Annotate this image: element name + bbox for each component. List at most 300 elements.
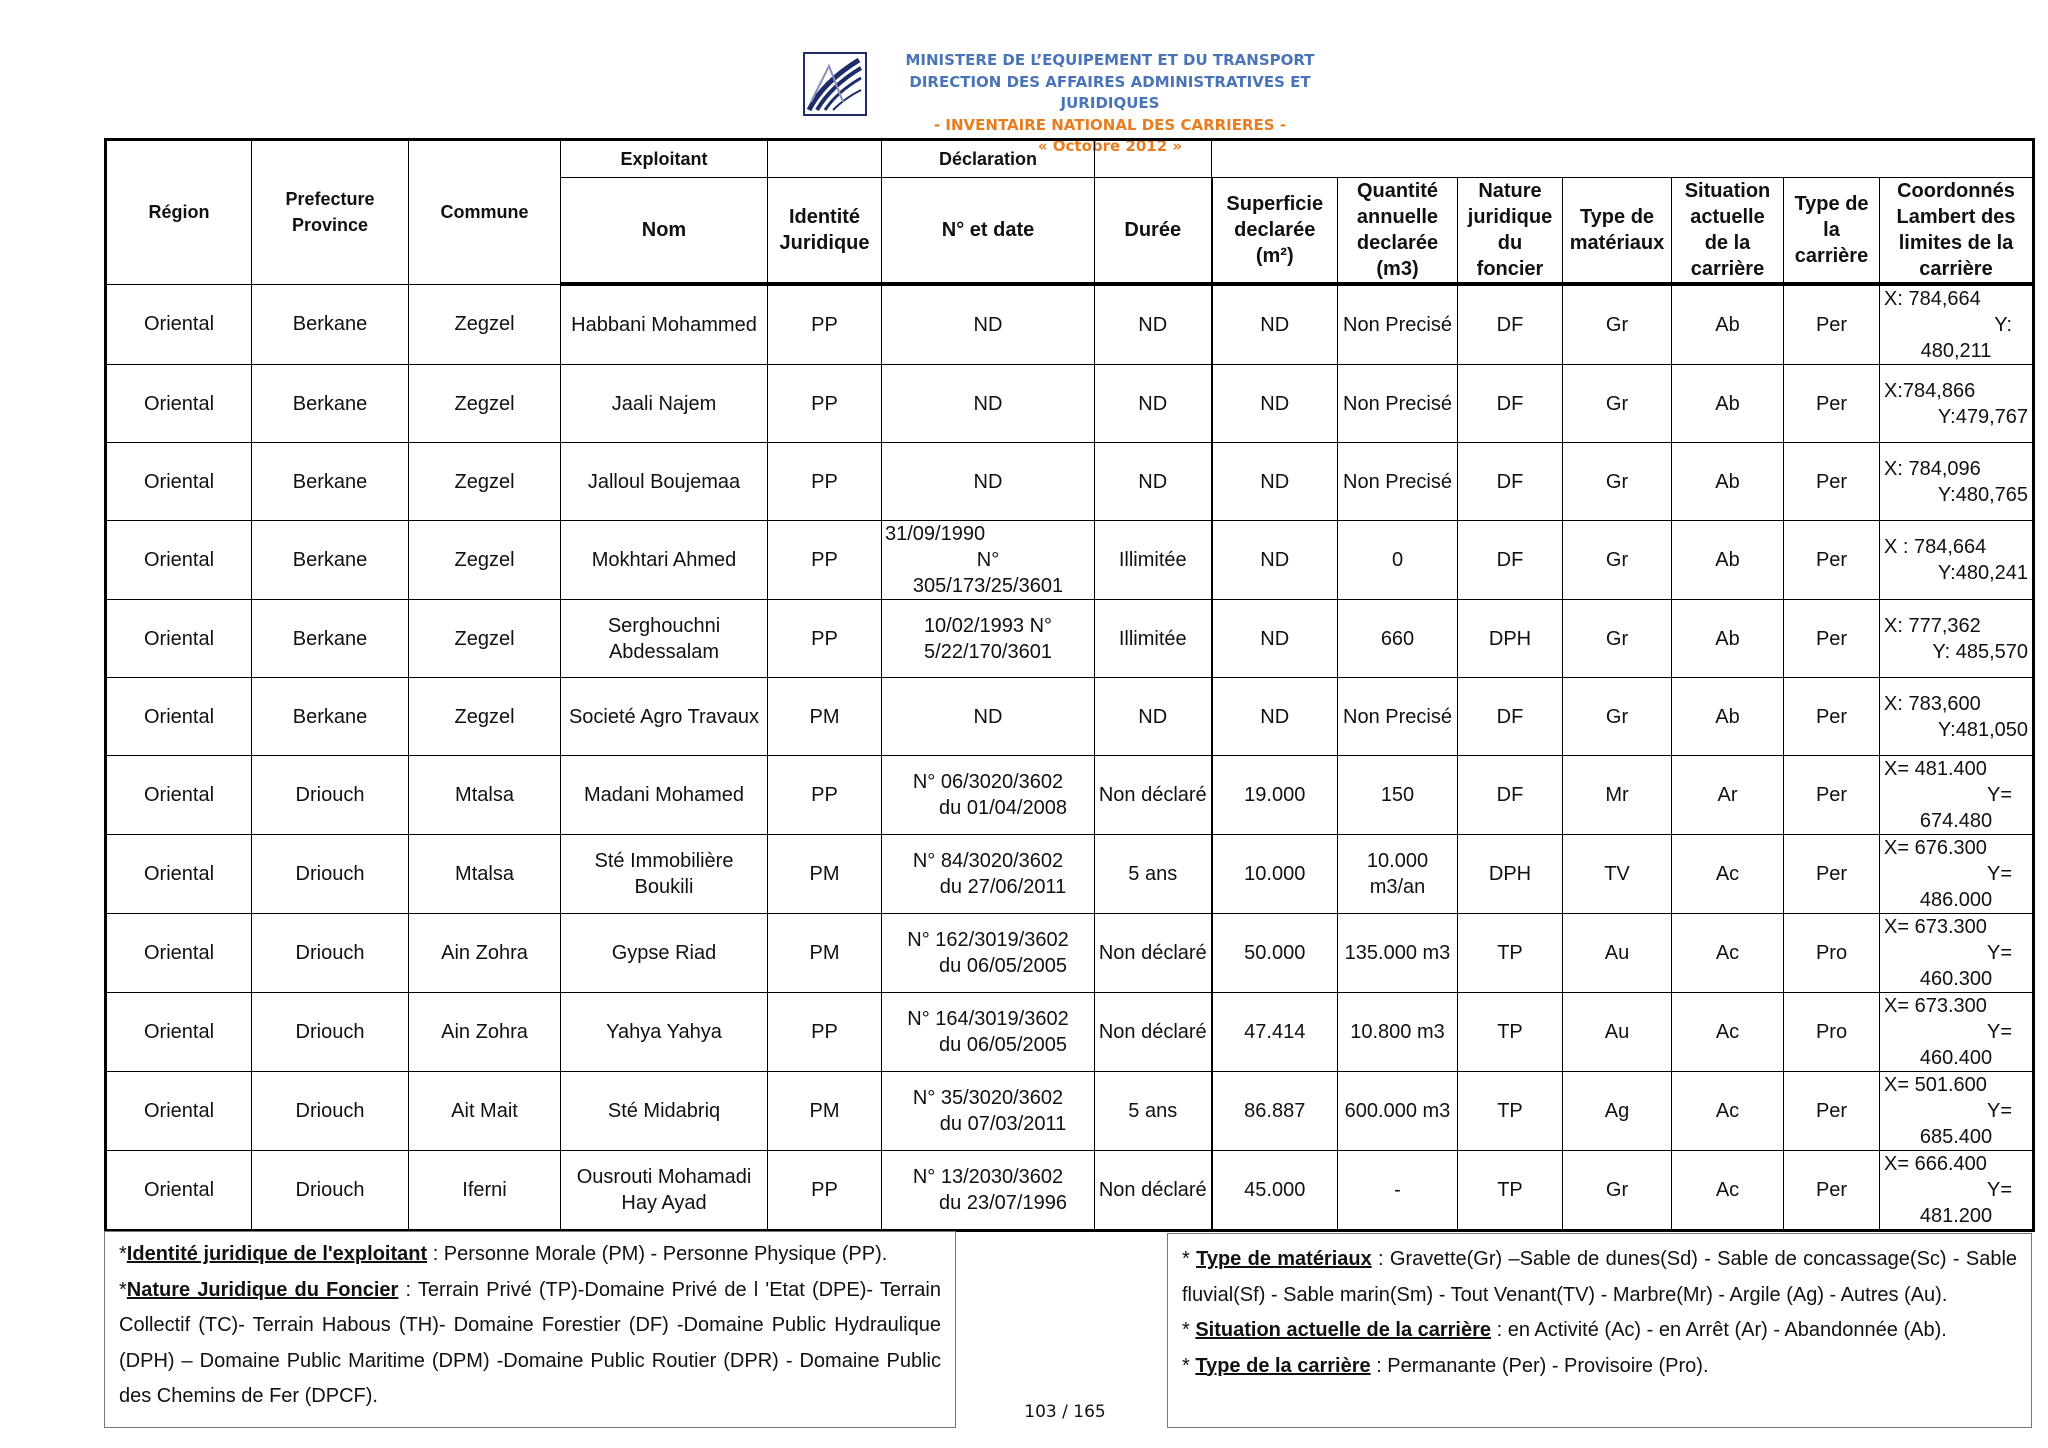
col-header-quantite [1338,178,1458,285]
coordinate-line: X= 673.300 [1884,916,1987,938]
cell-type-carriere: Per [1784,284,1880,365]
col-header-superficie [1212,178,1338,285]
declaration-line: N° 35/3020/3602 [912,1087,1064,1109]
cell-type-carriere: Per [1784,521,1880,600]
cell-commune: Ait Mait [409,1072,561,1151]
inventory-date: « Octobre 2012 » [1037,137,1183,155]
cell-superficie: 10.000 [1212,835,1338,914]
coordinate-line: X= 666.400 [1884,1153,1987,1175]
cell-situation: Ac [1672,835,1784,914]
cell-nom: Ousrouti Mohamadi Hay Ayad [561,1151,768,1231]
coordinate-line: X: 784,664 [1884,288,1981,310]
cell-nom: Madani Mohamed [561,756,768,835]
page-number: 103 / 165 [1024,1402,1106,1422]
declaration-line: 305/173/25/3601 [912,575,1064,597]
cell-declaration [882,1151,1095,1231]
col-header-commune: Commune [409,140,561,285]
col-header-type-carr-l2: la [1823,219,1840,241]
coordinate-line: Y= [1986,942,2013,964]
declaration-line: ND [973,314,1003,336]
cell-type-materiaux: Ag [1563,1072,1672,1151]
cell-nom: Jalloul Boujemaa [561,443,768,521]
legend-bullet: * [1182,1248,1197,1270]
cell-commune: Zegzel [409,284,561,365]
cell-coordonnees [1880,521,2034,600]
col-header-duree: Durée [1095,178,1212,285]
cell-prefecture: Driouch [252,914,409,993]
group-header-empty-1 [768,140,882,178]
legend-nature-title: Nature Juridique du Foncier [126,1278,399,1301]
cell-superficie: 19.000 [1212,756,1338,835]
cell-quantite: 135.000 m3 [1338,914,1458,993]
cell-commune: Zegzel [409,443,561,521]
cell-type-materiaux: Gr [1563,600,1672,678]
cell-duree: 5 ans [1095,1072,1212,1151]
ministry-logo-icon [803,52,867,116]
table-row [106,365,2034,443]
cell-declaration [882,678,1095,756]
cell-type-carriere: Per [1784,600,1880,678]
cell-nom: Habbani Mohammed [561,284,768,365]
col-header-prefecture [252,140,409,285]
cell-prefecture: Driouch [252,1151,409,1231]
cell-commune: Ain Zohra [409,993,561,1072]
cell-duree: Non déclaré [1095,1151,1212,1231]
cell-nom: Yahya Yahya [561,993,768,1072]
inventory-title: - INVENTAIRE NATIONAL DES CARRIERES - [933,115,1287,134]
cell-region: Oriental [106,1072,252,1151]
cell-type-materiaux: TV [1563,835,1672,914]
cell-duree: Non déclaré [1095,756,1212,835]
cell-nature: DF [1458,365,1563,443]
declaration-line: 5/22/170/3601 [924,640,1052,663]
cell-superficie: 50.000 [1212,914,1338,993]
declaration-line: du 06/05/2005 [939,1034,1067,1056]
cell-region: Oriental [106,756,252,835]
declaration-line: du 06/05/2005 [939,955,1067,977]
cell-type-carriere: Per [1784,443,1880,521]
col-header-superficie-l3: (m²) [1255,245,1294,267]
cell-type-materiaux: Gr [1563,678,1672,756]
legend-type-materiaux-text: : Gravette(Gr) –Sable de dunes(Sd) - Sable de concassage(Sc) - Sable fluvial(Sf) - Sable marin(Sm) - Tout Venant(TV) - Marbre(Mr) - Argile (Ag) - Autres (Au). [1182,1248,2018,1306]
cell-coordonnees [1880,443,2034,521]
document-header [0,46,2048,155]
col-header-prefecture-l1: Prefecture [285,189,375,210]
col-header-situation-l2: actuelle [1690,206,1765,228]
cell-nature: DPH [1458,835,1563,914]
col-header-coord-l3: limites de la [1898,232,2014,254]
cell-coordonnees [1880,678,2034,756]
cell-quantite: Non Precisé [1338,678,1458,756]
col-header-situation-l3: de la [1704,232,1751,254]
col-header-type-carriere [1784,178,1880,285]
cell-identite: PP [768,756,882,835]
col-header-coord-l1: Coordonnés [1897,180,2015,202]
col-header-region: Région [106,140,252,285]
cell-coordonnees [1880,993,2034,1072]
declaration-line: N° 84/3020/3602 [912,850,1064,872]
cell-commune: Zegzel [409,600,561,678]
legend-situation-text: : en Activité (Ac) - en Arrêt (Ar) - Abandonnée (Ab). [1491,1319,1947,1341]
coordinate-line: Y:479,767 [1937,405,2029,428]
declaration-line: ND [973,705,1003,728]
col-header-nom: Nom [561,178,768,285]
declaration-line: N° 06/3020/3602 [912,771,1064,793]
coordinate-line: X= 481.400 [1884,758,1987,780]
coordinate-line: Y: [1994,314,2013,336]
cell-nom: Mokhtari Ahmed [561,521,768,600]
cell-region: Oriental [106,993,252,1072]
cell-identite: PM [768,1072,882,1151]
declaration-line: N° [976,549,1000,571]
cell-type-carriere: Pro [1784,914,1880,993]
table-row [106,835,2034,914]
cell-duree: Illimitée [1095,600,1212,678]
cell-duree: Non déclaré [1095,993,1212,1072]
cell-quantite: Non Precisé [1338,284,1458,365]
cell-prefecture: Driouch [252,1072,409,1151]
cell-quantite: 150 [1338,756,1458,835]
cell-identite: PP [768,1151,882,1231]
col-header-type-carr-l1: Type de [1794,193,1869,215]
cell-prefecture: Berkane [252,521,409,600]
col-header-type-materiaux [1563,178,1672,285]
cell-declaration [882,443,1095,521]
cell-type-carriere: Per [1784,365,1880,443]
coordinate-line: 486.000 [1919,889,1993,911]
cell-identite: PP [768,365,882,443]
cell-situation: Ar [1672,756,1784,835]
coordinate-line: 674.480 [1919,810,1993,832]
cell-nom: Gypse Riad [561,914,768,993]
cell-superficie: ND [1212,284,1338,365]
cell-prefecture: Berkane [252,678,409,756]
cell-commune: Iferni [409,1151,561,1231]
cell-nature: DF [1458,678,1563,756]
declaration-line: N° 164/3019/3602 [907,1008,1069,1030]
cell-prefecture: Berkane [252,365,409,443]
legend-bullet: * [119,1243,127,1265]
cell-prefecture: Berkane [252,443,409,521]
legend-bullet: * [1182,1319,1196,1341]
table-row [106,756,2034,835]
cell-coordonnees [1880,365,2034,443]
cell-quantite: - [1338,1151,1458,1231]
coordinate-line: Y:480,241 [1937,562,2029,584]
cell-type-materiaux: Au [1563,914,1672,993]
legend-identite [119,1237,941,1273]
cell-duree: ND [1095,284,1212,365]
col-header-quantite-l1: Quantité [1356,180,1439,202]
declaration-line: du 27/06/2011 [939,876,1067,898]
legend-identite-title: Identité juridique de l'exploitant [126,1243,428,1265]
col-header-coord-l2: Lambert des [1896,206,2016,228]
cell-coordonnees [1880,914,2034,993]
cell-commune: Ain Zohra [409,914,561,993]
cell-situation: Ab [1672,600,1784,678]
cell-duree: Non déclaré [1095,914,1212,993]
cell-nature: TP [1458,993,1563,1072]
coordinate-line: Y= [1986,784,2013,806]
cell-prefecture: Berkane [252,284,409,365]
cell-quantite: 600.000 m3 [1338,1072,1458,1151]
coordinate-line: X= 501.600 [1884,1074,1987,1096]
col-header-type-carr-l3: carrière [1794,245,1869,267]
cell-quantite: 10.000 m3/an [1338,835,1458,914]
table-row [106,914,2034,993]
cell-nature: DF [1458,284,1563,365]
cell-type-materiaux: Gr [1563,365,1672,443]
legend-nature-text: : Terrain Privé (TP)-Domaine Privé de l 'Etat (DPE)- Terrain Collectif (TC)- Terrain Habous (TH)- Domaine Forestier (DF) -Domaine Public Hydraulique (DPH) – Domaine Public Maritime (DPM) -Domaine Public Routier (DPR) - Domaine Public des Chemins de Fer (DPCF). [119,1278,941,1407]
cell-region: Oriental [106,365,252,443]
cell-prefecture: Berkane [252,600,409,678]
col-header-quantite-l4: (m3) [1376,258,1419,280]
cell-declaration [882,600,1095,678]
legend-right-box [1167,1233,2032,1428]
cell-situation: Ab [1672,678,1784,756]
direction-name: DIRECTION DES AFFAIRES ADMINISTRATIVES ET JURIDIQUES [909,72,1311,112]
cell-situation: Ac [1672,914,1784,993]
cell-nom: Jaali Najem [561,365,768,443]
cell-superficie: ND [1212,600,1338,678]
coordinate-line: 460.400 [1919,1047,1993,1069]
col-header-superficie-l1: Superficie [1226,193,1324,215]
cell-region: Oriental [106,914,252,993]
cell-prefecture: Driouch [252,756,409,835]
cell-superficie: 47.414 [1212,993,1338,1072]
col-header-coord-l4: carrière [1919,258,1993,280]
col-header-type-mat-l2: matériaux [1569,232,1665,254]
table-row [106,443,2034,521]
col-header-identite [768,178,882,285]
cell-superficie: ND [1212,678,1338,756]
cell-identite: PP [768,284,882,365]
group-header-exploitant: Exploitant [561,140,768,178]
declaration-line: N° 162/3019/3602 [907,929,1069,951]
declaration-line: ND [973,470,1003,493]
cell-superficie: ND [1212,443,1338,521]
declaration-line: 31/09/1990 [885,523,986,545]
cell-nom: Sté Midabriq [561,1072,768,1151]
declaration-line: du 01/04/2008 [939,797,1067,819]
cell-identite: PM [768,678,882,756]
cell-coordonnees [1880,600,2034,678]
cell-coordonnees [1880,284,2034,365]
coordinate-line: 460.300 [1919,968,1993,990]
cell-duree: Illimitée [1095,521,1212,600]
coordinate-line: Y:481,050 [1937,718,2029,741]
cell-nom: Societé Agro Travaux [561,678,768,756]
table-row [106,1151,2034,1231]
cell-identite: PP [768,443,882,521]
table-row [106,993,2034,1072]
col-header-superficie-l2: declarée [1234,219,1316,241]
coordinate-line: Y= [1986,1021,2013,1043]
quarry-inventory-table [104,138,2035,1232]
cell-type-materiaux: Gr [1563,284,1672,365]
col-header-nature-l1: Nature [1478,180,1542,202]
coordinate-line: Y:480,765 [1937,483,2029,506]
coordinate-line: 480,211 [1920,340,1992,362]
coordinate-line: X: 784,096 [1884,457,1981,480]
cell-superficie: ND [1212,365,1338,443]
col-header-prefecture-l2: Province [291,215,369,236]
cell-quantite: 10.800 m3 [1338,993,1458,1072]
coordinate-line: Y: 485,570 [1932,640,2029,663]
legend-type-materiaux-title: Type de matériaux [1196,1248,1372,1270]
group-header-declaration: Déclaration [882,140,1095,178]
legend-identite-text: : Personne Morale (PM) - Personne Physique (PP). [427,1243,888,1265]
col-header-type-mat-l1: Type de [1579,206,1655,228]
cell-region: Oriental [106,443,252,521]
cell-prefecture: Driouch [252,835,409,914]
cell-coordonnees [1880,835,2034,914]
cell-declaration [882,993,1095,1072]
cell-situation: Ac [1672,1072,1784,1151]
legend-situation-title: Situation actuelle de la carrière [1195,1319,1492,1341]
col-header-situation [1672,178,1784,285]
cell-type-carriere: Per [1784,678,1880,756]
cell-duree: ND [1095,365,1212,443]
cell-situation: Ab [1672,521,1784,600]
ministry-name: MINISTERE DE L’EQUIPEMENT ET DU TRANSPORT [905,51,1315,69]
cell-identite: PM [768,835,882,914]
table-body [106,284,2034,1231]
table-row [106,521,2034,600]
cell-region: Oriental [106,600,252,678]
cell-duree: ND [1095,678,1212,756]
cell-situation: Ab [1672,365,1784,443]
cell-type-carriere: Per [1784,756,1880,835]
cell-nature: TP [1458,1151,1563,1231]
cell-nature: DPH [1458,600,1563,678]
cell-quantite: 0 [1338,521,1458,600]
cell-type-materiaux: Mr [1563,756,1672,835]
cell-commune: Mtalsa [409,835,561,914]
cell-identite: PP [768,521,882,600]
cell-quantite: 660 [1338,600,1458,678]
cell-type-carriere: Per [1784,835,1880,914]
cell-commune: Zegzel [409,365,561,443]
cell-region: Oriental [106,284,252,365]
table-row [106,284,2034,365]
cell-commune: Zegzel [409,678,561,756]
cell-declaration [882,521,1095,600]
cell-declaration [882,835,1095,914]
cell-identite: PM [768,914,882,993]
col-header-nature [1458,178,1563,285]
cell-superficie: 45.000 [1212,1151,1338,1231]
cell-coordonnees [1880,1072,2034,1151]
cell-region: Oriental [106,1151,252,1231]
cell-superficie: ND [1212,521,1338,600]
cell-prefecture: Driouch [252,993,409,1072]
cell-nom: Serghouchni Abdessalam [561,600,768,678]
table-row [106,678,2034,756]
col-header-no-date: N° et date [882,178,1095,285]
coordinate-line: X : 784,664 [1884,536,1987,558]
group-header-blank [1212,140,2034,178]
cell-type-carriere: Per [1784,1072,1880,1151]
col-header-nature-l2: juridique [1467,206,1553,228]
legend-left-box [104,1231,956,1428]
coordinate-line: Y= [1986,1100,2013,1122]
col-header-nature-l4: foncier [1476,258,1544,280]
cell-nature: TP [1458,914,1563,993]
declaration-line: ND [973,392,1003,415]
cell-declaration [882,914,1095,993]
declaration-line: N° 13/2030/3602 [912,1166,1064,1188]
cell-region: Oriental [106,678,252,756]
cell-coordonnees [1880,756,2034,835]
coordinate-line: X= 676.300 [1884,837,1987,859]
col-header-nature-l3: du [1497,232,1523,254]
coordinate-line: X:784,866 [1884,379,1976,402]
cell-duree: ND [1095,443,1212,521]
coordinate-line: 481.200 [1919,1205,1993,1227]
declaration-line: du 23/07/1996 [939,1192,1067,1214]
cell-nature: DF [1458,521,1563,600]
cell-type-materiaux: Gr [1563,443,1672,521]
coordinate-line: X= 673.300 [1884,995,1987,1017]
legend-type-carriere-text: : Permanante (Per) - Provisoire (Pro). [1370,1354,1709,1377]
legend-type-materiaux [1182,1242,2017,1313]
table-row [106,600,2034,678]
cell-commune: Zegzel [409,521,561,600]
col-header-identite-l1: Identité [788,206,861,228]
col-header-coordonnees [1880,178,2034,285]
cell-situation: Ac [1672,993,1784,1072]
cell-situation: Ab [1672,284,1784,365]
legend-type-carriere [1182,1349,2017,1385]
coordinate-line: Y= [1986,863,2013,885]
coordinate-line: 685.400 [1919,1126,1993,1148]
cell-superficie: 86.887 [1212,1072,1338,1151]
legend-situation [1182,1313,2017,1349]
legend-bullet: * [119,1278,127,1301]
cell-type-materiaux: Au [1563,993,1672,1072]
col-header-situation-l1: Situation [1684,180,1771,202]
col-header-situation-l4: carrière [1690,258,1765,280]
cell-coordonnees [1880,1151,2034,1231]
legend-bullet: * [1182,1354,1196,1377]
cell-situation: Ab [1672,443,1784,521]
coordinate-line: Y= [1986,1179,2013,1201]
legend-type-carriere-title: Type de la carrière [1195,1354,1371,1377]
legend-nature [119,1273,941,1415]
cell-nom: Sté Immobilière Boukili [561,835,768,914]
cell-quantite: Non Precisé [1338,443,1458,521]
cell-commune: Mtalsa [409,756,561,835]
table-row [106,1072,2034,1151]
cell-region: Oriental [106,521,252,600]
col-header-quantite-l3: declarée [1356,232,1439,254]
cell-identite: PP [768,600,882,678]
cell-type-carriere: Per [1784,1151,1880,1231]
cell-region: Oriental [106,835,252,914]
group-header-empty-2 [1095,140,1212,178]
col-header-identite-l2: Juridique [779,232,870,254]
coordinate-line: X: 783,600 [1884,692,1981,715]
cell-declaration [882,756,1095,835]
cell-declaration [882,284,1095,365]
cell-duree: 5 ans [1095,835,1212,914]
coordinate-line: X: 777,362 [1884,614,1981,637]
cell-identite: PP [768,993,882,1072]
cell-declaration [882,365,1095,443]
cell-type-materiaux: Gr [1563,521,1672,600]
cell-nature: DF [1458,756,1563,835]
